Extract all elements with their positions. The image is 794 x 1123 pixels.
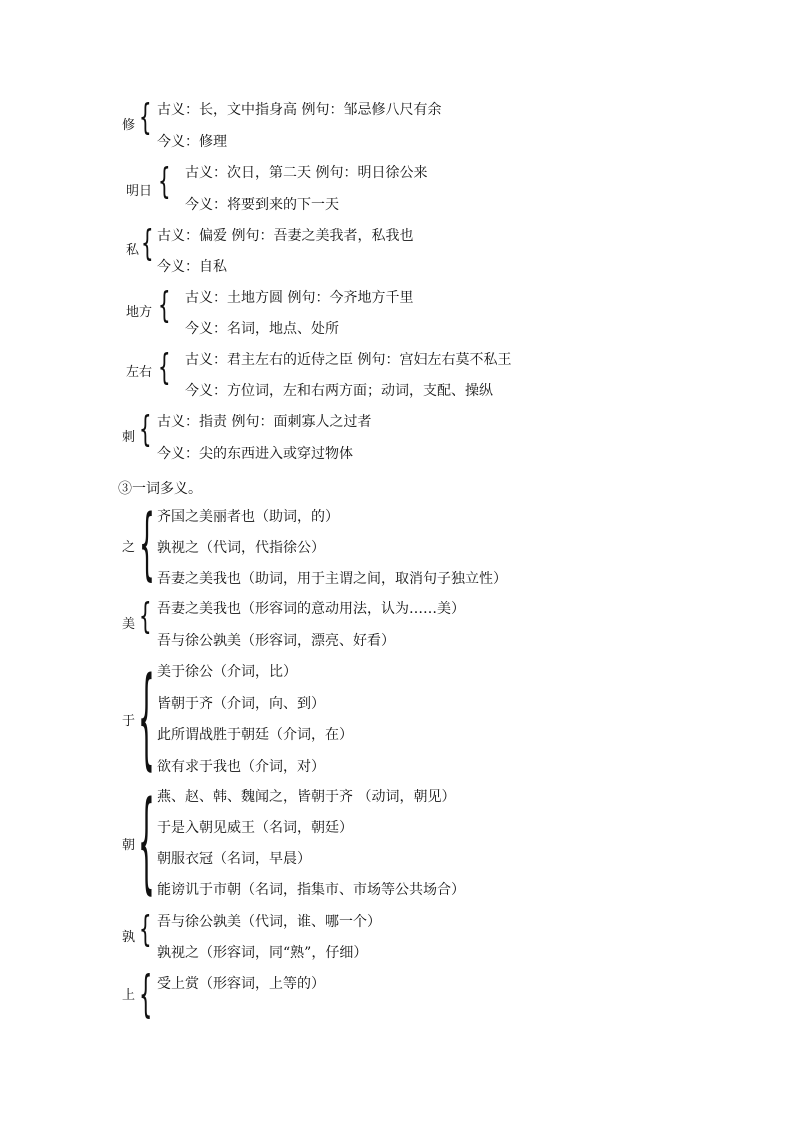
- ancient-meaning-line: 古义：次日，第二天 例句：明日徐公来: [185, 165, 428, 181]
- meaning-line: 吾妻之美我也（助词，用于主谓之间，取消句子独立性）: [157, 571, 507, 587]
- left-brace: {: [139, 965, 153, 1023]
- ancient-meaning-line: 古义：君主左右的近侍之臣 例句：宫妇左右莫不私王: [185, 352, 512, 368]
- section-title: ③一词多义。: [118, 481, 202, 497]
- modern-meaning-line: 今义：修理: [157, 134, 227, 150]
- left-brace: {: [139, 97, 152, 138]
- meaning-line: 于是入朝见威王（名词，朝廷）: [157, 820, 353, 836]
- meaning-line: 欲有求于我也（介词，对）: [157, 759, 325, 775]
- modern-meaning-line: 今义：方位词，左和右两方面；动词，支配、操纵: [185, 383, 493, 399]
- left-brace: {: [138, 777, 155, 905]
- modern-meaning-line: 今义：名词，地点、处所: [185, 321, 339, 337]
- meaning-line: 吾妻之美我也（形容词的意动用法，认为……美）: [157, 601, 465, 617]
- word-head: 朝: [122, 838, 136, 853]
- word-head: 地方: [126, 305, 153, 320]
- meaning-line: 美于徐公（介词，比）: [157, 664, 297, 680]
- word-head: 孰: [122, 930, 136, 945]
- left-brace: {: [158, 161, 171, 202]
- ancient-meaning-line: 古义：长，文中指身高 例句：邹忌修八尺有余: [157, 102, 442, 118]
- meaning-line: 孰视之（代词，代指徐公）: [157, 540, 325, 556]
- meaning-line: 朝服衣冠（名词，早晨）: [157, 851, 311, 867]
- meaning-line: 吾与徐公孰美（代词，谁、哪一个）: [157, 914, 381, 930]
- left-brace: {: [139, 909, 152, 950]
- modern-meaning-line: 今义：尖的东西进入或穿过物体: [157, 446, 353, 462]
- left-brace: {: [141, 223, 154, 264]
- meaning-line: 皆朝于齐（介词，向、到）: [157, 696, 325, 712]
- meaning-line: 燕、赵、韩、魏闻之，皆朝于齐 （动词，朝见）: [157, 789, 456, 805]
- meaning-line: 吾与徐公孰美（形容词，漂亮、好看）: [157, 633, 395, 649]
- ancient-meaning-line: 古义：指责 例句：面刺寡人之过者: [157, 414, 372, 430]
- word-head: 之: [122, 540, 136, 555]
- word-head: 上: [122, 988, 136, 1003]
- meaning-line: 能谤讥于市朝（名词，指集市、市场等公共场合）: [157, 882, 465, 898]
- meaning-line: 孰视之（形容词，同“熟”，仔细）: [157, 945, 368, 961]
- left-brace: {: [139, 596, 152, 637]
- word-head: 美: [122, 617, 136, 632]
- modern-meaning-line: 今义：将要到来的下一天: [185, 197, 339, 213]
- word-head: 于: [122, 714, 136, 729]
- left-brace: {: [138, 653, 155, 781]
- left-brace: {: [139, 499, 155, 589]
- word-head: 修: [122, 118, 136, 133]
- left-brace: {: [158, 347, 171, 388]
- meaning-line: 受上赏（形容词，上等的）: [157, 976, 325, 992]
- left-brace: {: [158, 285, 171, 326]
- ancient-meaning-line: 古义：土地方圆 例句：今齐地方千里: [185, 290, 414, 306]
- meaning-line: 齐国之美丽者也（助词，的）: [157, 509, 339, 525]
- left-brace: {: [139, 409, 152, 450]
- word-head: 明日: [126, 184, 153, 199]
- word-head: 左右: [126, 365, 153, 380]
- meaning-line: 此所谓战胜于朝廷（介词，在）: [157, 727, 353, 743]
- modern-meaning-line: 今义：自私: [157, 259, 227, 275]
- word-head: 私: [126, 243, 140, 258]
- word-head: 刺: [122, 430, 136, 445]
- ancient-meaning-line: 古义：偏爱 例句：吾妻之美我者，私我也: [157, 228, 414, 244]
